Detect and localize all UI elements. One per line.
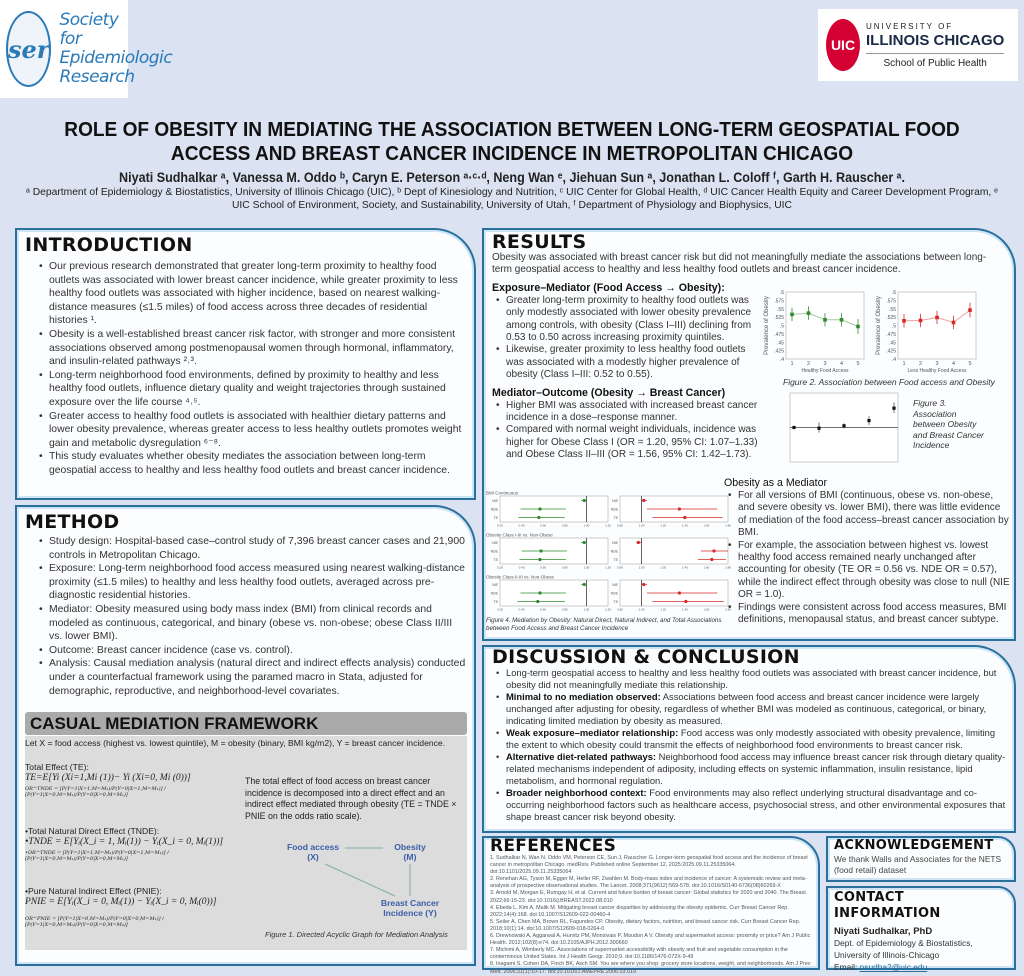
figure1-caption: Figure 1. Directed Acyclic Graph for Mediation Analysis (265, 930, 448, 939)
te-label: Total Effect (TE): (25, 762, 89, 772)
bullet-lead: Weak exposure–mediator relationship: (506, 727, 679, 738)
discussion-list (492, 667, 1006, 823)
forest-row-label: NDE (610, 591, 618, 596)
x-tick-label: 1.40 (681, 607, 688, 612)
x-tick-label: 1.80 (725, 607, 731, 612)
data-point (790, 313, 794, 317)
point-estimate (712, 549, 715, 552)
introduction-panel (15, 228, 476, 500)
point-estimate (536, 600, 539, 603)
x-tick-label: 1.00 (583, 607, 590, 612)
x-tick-label: 1.00 (638, 523, 645, 528)
data-point (792, 426, 795, 429)
x-tick-label: 1.80 (725, 523, 731, 528)
forest-row-label: NIE (612, 499, 618, 503)
result-bullet: • Findings were consistent across food access measures, BMI definitions, menopausal status, and breast cancer subtype. (724, 602, 1010, 627)
x-tick-label: 1 (902, 361, 906, 367)
y-tick-label: .525 (774, 315, 784, 322)
pnie-or-equation: OR^PNIE = [P(Y=1|X=0,M=M₁)/P(Y=0|X=0,M=M₁)] / [P(Y=1|X=0,M=M₀)/P(Y=0|X=0,M=M₀)] (25, 916, 164, 928)
figure2-healthy-chart (760, 289, 868, 375)
bullet-lead: Broader neighborhood context: (506, 787, 647, 798)
y-tick-label: .475 (886, 331, 896, 338)
data-point (823, 318, 827, 322)
pnie-equation: PNIE = E[Yᵢ(X_i = 0, Mᵢ(1)) − Yᵢ(X_i = 0, Mᵢ(0))] (25, 897, 217, 907)
x-tick-label: 1.20 (660, 523, 667, 528)
introduction-heading: INTRODUCTION (25, 234, 193, 256)
contact-name: Niyati Sudhalkar, PhD (834, 926, 933, 937)
data-point (919, 319, 923, 323)
x-tick-label: 0.60 (540, 523, 547, 528)
dag-edge-x-y (325, 864, 395, 896)
discussion-bullet (492, 727, 1006, 751)
point-estimate (684, 600, 687, 603)
point-estimate (539, 549, 542, 552)
forest-row-label: NIE (492, 583, 498, 587)
framework-explanation: The total effect of food access on breast cancer incidence is decomposed into a direct effect and an indirect effect mediated through obesity (TE = TNDE × PNIE on the odds ratio scale). (245, 776, 457, 821)
x-tick-label: 1.00 (638, 565, 645, 570)
x-tick-label: 0.80 (617, 565, 623, 570)
y-tick-label: .55 (889, 306, 896, 313)
tnde-or-equation: •OR^TNDE = [P(Y=1|X=1,M=M₁)/P(Y=0|X=1,M=M₁)] / [P(Y=1|X=0,M=M₁)/P(Y=0|X=0,M=M₁)] (25, 850, 169, 862)
framework-heading: CASUAL MEDIATION FRAMEWORK (25, 712, 467, 735)
dag-node-x: Food access (X) (286, 842, 340, 862)
x-tick-label: 1.00 (638, 607, 645, 612)
method-bullet: • Mediator: Obesity measured using body mass index (BMI) from clinical records and modeled as continuous, categorical, and binary (obese vs. non-obese; obese Class II/III vs. lower BMI). (35, 603, 466, 644)
y-axis-label: Prevalence of Obesity (764, 296, 770, 355)
discussion-bullet (492, 751, 1006, 787)
tnde-label: •Total Natural Direct Effect (TNDE): (25, 826, 160, 836)
references-heading: REFERENCES (490, 836, 617, 856)
reference-item: 4. Ebeda L, Kim A, Malik M. Mitigating breast cancer disparities by addressing the obesity epidemic. Curr Breast Cancer Rep. 2022;14(4):168. doi:10.1007/S12609-022-00460-4 (490, 904, 789, 918)
email-label: Email: (834, 962, 860, 972)
intro-bullet: • This study evaluates whether obesity mediates the association between long-term geospatial access to healthy and less healthy food outlets and breast cancer incidence. (35, 450, 466, 477)
x-tick-label: 0.80 (561, 607, 568, 612)
x-tick-label: 5 (968, 361, 972, 367)
framework-box (25, 736, 467, 950)
dag-node-y: Breast Cancer Incidence (Y) (380, 898, 440, 918)
reference-item: 7. Michimi A, Wimberly MC. Associations of supermarket accessibility with obesity and fruit and vegetable consumption in the conterminous United States. Int J Health Geogr. 2010;9. doi:10.1186/1476-072X-9-49 (490, 947, 788, 961)
method-bullet: • Study design: Hospital-based case–control study of 7,396 breast cancer cases and 21,900 controls in Metropolitan Chicago. (35, 535, 466, 562)
results-intro: Obesity was associated with breast cancer risk but did not meaningfully mediate the associations between long-term geospatial access to healthy and less healthy food outlets and breast cancer incidence. (492, 252, 987, 276)
forest-row-label: NDE (610, 507, 618, 512)
x-tick-label: 0.40 (518, 523, 525, 528)
x-tick-label: 1.40 (681, 523, 688, 528)
data-point (840, 318, 844, 322)
uic-line3: School of Public Health (866, 53, 1004, 69)
bullet-text: Neighborhood food access may influence breast cancer risk through dietary quality-related mechanisms independent of adiposity, including effects on systemic inflammation, insulin resistance, lipid metabolism, and hormonal regulation. (506, 751, 1006, 786)
x-tick-label: 0.80 (561, 565, 568, 570)
result-bullet: • Greater long-term proximity to healthy food outlets was only modestly associated with lower obesity prevalence among controls, with obesity (Class I–III) declining from 0.53 to 0.50 across increasing proximity quintiles. (492, 295, 758, 345)
figure2-less-healthy-chart (872, 289, 980, 375)
x-tick-label: 1.00 (583, 523, 590, 528)
mediator-outcome-heading: Mediator–Outcome (Obesity → Breast Cancer) (492, 386, 726, 399)
reference-item: 5. Seiler A, Chen MA, Brown RL, Fagundes CP. Obesity, dietary factors, nutrition, and breast cancer risk. Curr Breast Cancer Rep. 2018;10(1):14. doi:10.1007/S12609-018-0264-0 (490, 918, 801, 932)
forest-row-label: NIE (492, 541, 498, 545)
x-tick-label: 1.20 (605, 523, 611, 528)
introduction-list (25, 260, 466, 478)
data-point (968, 308, 972, 312)
contact-panel (826, 886, 1016, 970)
x-tick-label: 3 (935, 361, 939, 367)
y-tick-label: .425 (774, 348, 784, 355)
point-estimate (678, 591, 681, 594)
bullet-lead: Alternative diet-related pathways: (506, 751, 657, 762)
figure4-forest-plots (484, 490, 732, 616)
affiliations: ᵃ Department of Epidemiology & Biostatistics, University of Illinois Chicago (UIC), ᵇ Dept of Kinesiology and Nutrition, ᶜ UIC Center for Global Health, ᵈ UIC Cancer Health Equity and Career Development Program, ᵉ UIC School of Environment, Society, and Sustainability, University of Utah, ᶠ Department of Physiology and Biophysics, UIC (26, 187, 998, 211)
x-tick-label: 1.20 (605, 607, 611, 612)
y-tick-label: .45 (777, 340, 784, 347)
mediator-outcome-list (492, 400, 758, 462)
reference-item: 3. Arnold M, Morgan E, Rumgay H, et al. Current and future burden of breast cancer: Global statistics for 2020 and 2040. The Breast. 2022;66:15-23. doi:10.1016/j.BREAST.2022.08.010 (490, 890, 808, 904)
references-list (490, 855, 812, 976)
uic-logo (818, 9, 1018, 81)
figure2-caption: Figure 2. Association between Food access and Obesity (783, 377, 995, 387)
forest-row-label: NDE (490, 549, 498, 554)
point-estimate (538, 591, 541, 594)
y-tick-label: .4 (891, 357, 896, 363)
point-estimate (678, 507, 681, 510)
bullet-text: Associations between food access and breast cancer incidence were largely unchanged after adjusting for obesity, regardless of whether BMI was modeled as continuous, categorical, or binary, indicating limited mediation by obesity as measured. (506, 691, 987, 726)
method-heading: METHOD (25, 511, 120, 533)
forest-row-label: TE (613, 558, 618, 562)
data-point (952, 321, 956, 325)
y-tick-label: .5 (779, 323, 784, 330)
x-tick-label: 1.80 (725, 565, 731, 570)
y-tick-label: .4 (779, 357, 784, 363)
point-estimate (583, 541, 586, 544)
x-tick-label: 1.60 (703, 565, 710, 570)
y-axis-label: Prevalence of Obesity (876, 296, 882, 355)
bullet-text: Food access was only modestly associated with obesity prevalence, limiting the extent to which obesity could transmit the effects of neighborhood food environments to breast cancer risk. (506, 727, 996, 750)
exposure-mediator-list (492, 295, 758, 382)
y-tick-label: .45 (889, 340, 896, 347)
framework-definitions: Let X = food access (highest vs. lowest quintile), M = obesity (binary, BMI kg/m2), Y = breast cancer incidence. (25, 738, 446, 748)
te-or-equation: OR^TNDE = [P(Y=1|X=1,M=M₁)/P(Y=0|X=1,M=M₁)] / [P(Y=1|X=0,M=M₁)/P(Y=0|X=0,M=M₁)] (25, 786, 166, 798)
forest-row-label: NDE (490, 507, 498, 512)
mediator-list (724, 490, 1010, 626)
x-tick-label: 4 (951, 361, 956, 367)
data-point (867, 419, 870, 422)
forest-row-label: TE (493, 600, 498, 604)
contact-dept: Dept. of Epidemiology & Biostatistics, (834, 938, 973, 948)
ser-globe-logo: ser (6, 11, 51, 87)
forest-row-label: NIE (612, 541, 618, 545)
method-bullet: • Outcome: Breast cancer incidence (case vs. control). (35, 644, 466, 658)
forest-row-label: TE (613, 600, 618, 604)
exposure-mediator-heading: Exposure–Mediator (Food Access → Obesity): (492, 281, 725, 294)
point-estimate (538, 507, 541, 510)
forest-row-label: NIE (492, 499, 498, 503)
figure3-chart (776, 390, 902, 466)
y-tick-label: .525 (886, 315, 896, 322)
point-estimate (683, 516, 686, 519)
x-tick-label: 0.20 (497, 523, 503, 528)
forest-row-label: TE (493, 558, 498, 562)
reference-item: 1. Sudhalkar N, Wan N, Oddo VM, Peterson CE, Sun J, Rauscher G. Longer-term geospatial food access and the incidence of breast cancer in metropolitan Chicago. medRxiv. Published online September 12, 2025:2025.09.11.25335064. doi:10.1101/2025.09.11.25335064 (490, 855, 808, 876)
y-tick-label: .5 (891, 323, 896, 330)
x-tick-label: 1.20 (660, 565, 667, 570)
point-estimate (537, 516, 540, 519)
method-bullet: • Exposure: Long-term neighborhood food access measured using nearest walking-distance proximity (≤1.5 miles) to healthy and less healthy food outlets, averaged across pre-diagnostic residential histories. (35, 562, 466, 603)
x-tick-label: 1.00 (583, 565, 590, 570)
x-tick-label: 0.40 (518, 565, 525, 570)
point-estimate (642, 583, 645, 586)
uic-mark: UIC (826, 19, 860, 71)
x-tick-label: 1.40 (681, 565, 688, 570)
data-point (817, 427, 820, 430)
bullet-text: Long-term geospatial access to healthy and less healthy food outlets was associated with breast cancer incidence, but obesity did not meaningfully mediate this relationship. (506, 667, 997, 690)
x-tick-label: 1 (790, 361, 794, 367)
point-estimate (710, 558, 713, 561)
point-estimate (642, 499, 645, 502)
ser-logo-text: Society for Epidemiologic Research (59, 10, 173, 87)
data-point (935, 316, 939, 320)
dag-node-m: Obesity (M) (394, 842, 426, 862)
y-tick-label: .575 (886, 298, 896, 305)
x-tick-label: 2 (918, 361, 923, 367)
x-tick-label: 0.80 (617, 523, 623, 528)
uic-line1: UNIVERSITY OF (866, 21, 954, 31)
y-tick-label: .6 (891, 290, 896, 296)
point-estimate (583, 499, 586, 502)
y-tick-label: .475 (774, 331, 784, 338)
results-heading: RESULTS (492, 231, 587, 253)
forest-row-label: NIE (612, 583, 618, 587)
discussion-bullet (492, 667, 1006, 691)
point-estimate (583, 583, 586, 586)
x-tick-label: 0.80 (561, 523, 568, 528)
x-tick-label: 0.20 (497, 607, 503, 612)
x-tick-label: 0.60 (540, 607, 547, 612)
data-point (842, 424, 845, 427)
plot-area (898, 292, 976, 359)
figure4-caption: Figure 4. Mediation by Obesity: Natural Direct, Natural Indirect, and Total Associations between Food Access and Breast Cancer Incidence (486, 617, 722, 632)
forest-panel-title: Obesity Class I-III vs. Non-Obese (486, 532, 553, 538)
intro-bullet: • Long-term neighborhood food environments, defined by proximity to healthy and less healthy food outlets, influence dietary quality and weight trajectories through sustained exposure over the life course ⁴˒⁵. (35, 369, 466, 410)
contact-university: University of Illinois-Chicago (834, 950, 940, 960)
result-bullet: • For example, the association between highest vs. lowest healthy food access remained nearly unchanged after accounting for obesity (TE OR = 0.56 vs. NDE OR = 0.57), while the indirect effect through obesity was close to null (NIE OR = 1.0). (724, 540, 1010, 602)
references-panel (482, 836, 820, 975)
x-tick-label: 1.20 (605, 565, 611, 570)
bullet-lead: Minimal to no mediation observed: (506, 691, 661, 702)
y-tick-label: .425 (886, 348, 896, 355)
uic-line2: ILLINOIS CHICAGO (866, 31, 1005, 49)
discussion-heading: DISCUSSION & CONCLUSION (492, 646, 800, 668)
acknowledgement-panel (826, 836, 1016, 882)
discussion-bullet (492, 787, 1006, 823)
method-bullet: • Analysis: Causal mediation analysis (natural direct and indirect effects analysis) conducted under a counterfactual framework using the paramed macro in Stata, adjusted for demographic, reproductive, and neighborhood-level covariates. (35, 657, 466, 698)
x-tick-label: 5 (856, 361, 860, 367)
discussion-bullet (492, 691, 1006, 727)
x-tick-label: 1.20 (660, 607, 667, 612)
forest-panel-title: Obesity Class II-III vs. Non-Obese (486, 574, 555, 580)
data-point (856, 325, 860, 329)
result-bullet: • Likewise, greater proximity to less healthy food outlets was associated with a modestly higher prevalence of obesity (Class I–III: 0.52 to 0.55). (492, 344, 758, 381)
x-axis-label: Less Healthy Food Access (907, 368, 967, 374)
forest-row-label: TE (493, 516, 498, 520)
result-bullet: • For all versions of BMI (continuous, obese vs. non-obese, and severe obesity vs. lower BMI), there was little evidence of mediation of the food access–breast cancer association by BMI. (724, 490, 1010, 540)
method-list (25, 535, 466, 698)
reference-item: 6. Drewnowski A, Aggarwal A, Hurvitz PM, Monsivais P, Moudon A V. Obesity and supermarket access: proximity or price? Am J Public Health. 2012;102(8):e74. doi:10.2105/AJPH.2012.300660 (490, 933, 811, 947)
te-equation: TE=E[Yi (Xi=1,Mi (1))− Yi (Xi=0, Mi (0))] (25, 773, 191, 783)
data-point (807, 311, 811, 315)
x-tick-label: 0.20 (497, 565, 503, 570)
x-tick-label: 0.40 (518, 607, 525, 612)
acknowledgement-text: We thank Walls and Associates for the NETS (food retail) dataset (834, 854, 1002, 875)
y-tick-label: .55 (777, 306, 784, 313)
data-point (902, 319, 906, 323)
email-link[interactable]: nsudha2@uic.edu (859, 962, 928, 972)
ser-logo (0, 0, 173, 98)
pnie-label: •Pure Natural Indirect Effect (PNIE): (25, 886, 162, 896)
reference-item: 2. Renehan AG, Tyson M, Egger M, Heller RF, Zwahlen M. Body-mass index and incidence of cancer: A systematic review and meta-analysis of prospective observational studies. The Lancet. 2008;371(9612):569-578. doi:10.1016/S0140-6736(08)60269-X (490, 876, 807, 890)
intro-bullet: • Greater access to healthy food outlets is associated with healthier dietary patterns and lower obesity prevalence, whereas greater access to less healthy outlets promotes weight gain and metabolic dysregulation ⁶⁻⁸. (35, 410, 466, 451)
result-bullet: • Compared with normal weight individuals, incidence was higher for Obese Class I (OR = 1.20, 95% CI: 1.07–1.33) and Obese Class II–III (OR = 1.56, 95% CI: 1.42–1.73). (492, 424, 758, 461)
y-tick-label: .575 (774, 298, 784, 305)
forest-row-label: TE (613, 516, 618, 520)
mediator-heading: Obesity as a Mediator (724, 477, 828, 489)
mediator-section (724, 472, 1010, 626)
x-tick-label: 1.60 (703, 523, 710, 528)
acknowledgement-heading: ACKNOWLEDGEMENT (834, 838, 994, 853)
tnde-equation: •TNDE = E[Yᵢ(X_i = 1, Mᵢ(1)) − Yᵢ(X_i = 0, Mᵢ(1))] (25, 837, 224, 847)
data-point (892, 407, 895, 410)
bullet-text: Food environments may also reflect underlying structural disadvantage and co-occurring neighborhood factors such as healthcare access, psychosocial stress, and other environmental exposures that shape breast cancer risk beyond obesity. (506, 787, 1006, 822)
poster-title: ROLE OF OBESITY IN MEDIATING THE ASSOCIATION BETWEEN LONG-TERM GEOSPATIAL FOOD ACCESS AND BREAST CANCER INCIDENCE IN METROPOLITAN CHICAGO (64, 118, 960, 165)
reference-item: 8. Inagami S, Cohen DA, Finch BK, Asch SM. You are where you shop: grocery store locations, weight, and neighborhoods. Am J Prev Med. 2006;31(1):10-17. doi:10.1016/J.AMEPRE.2006.03.019 (490, 961, 811, 975)
point-estimate (538, 558, 541, 561)
point-estimate (637, 541, 640, 544)
author-list: Niyati Sudhalkar ᵃ, Vanessa M. Oddo ᵇ, Caryn E. Peterson ᵃ·ᶜ·ᵈ, Neng Wan ᵉ, Jiehuan Sun ᵃ, Jonathan L. Coloff ᶠ, Garth H. Rauscher ᵃ. (119, 170, 905, 185)
x-tick-label: 0.80 (617, 607, 623, 612)
figure3-caption: Figure 3. Association between Obesity and Breast Cancer Incidence (913, 398, 984, 450)
intro-bullet: • Our previous research demonstrated that greater long-term proximity to healthy food outlets was associated with lower breast cancer incidence, while greater proximity to less healthy food outlets was associated with higher incidence, based on nearest walking-distance measures (≤1.5 miles) of food access across three decades of residential histories ¹. (35, 260, 466, 328)
y-tick-label: .6 (779, 290, 784, 296)
x-tick-label: 1.60 (703, 607, 710, 612)
forest-row-label: NDE (490, 591, 498, 596)
contact-heading: CONTACT INFORMATION (834, 890, 941, 921)
x-tick-label: 2 (806, 361, 811, 367)
x-tick-label: 4 (839, 361, 844, 367)
x-tick-label: 0.60 (540, 565, 547, 570)
x-tick-label: 3 (823, 361, 827, 367)
forest-row-label: NDE (610, 549, 618, 554)
result-bullet: • Higher BMI was associated with increased breast cancer incidence in a dose–response manner. (492, 400, 758, 425)
forest-panel-title: BMI Continuous (486, 490, 519, 496)
x-axis-label: Healthy Food Access (801, 368, 849, 374)
discussion-panel (482, 645, 1016, 833)
intro-bullet: • Obesity is a well-established breast cancer risk factor, with stronger and more consistent associations observed among postmenopausal women through hormonal, inflammatory, and insulin-related pathways ²˒³. (35, 328, 466, 369)
